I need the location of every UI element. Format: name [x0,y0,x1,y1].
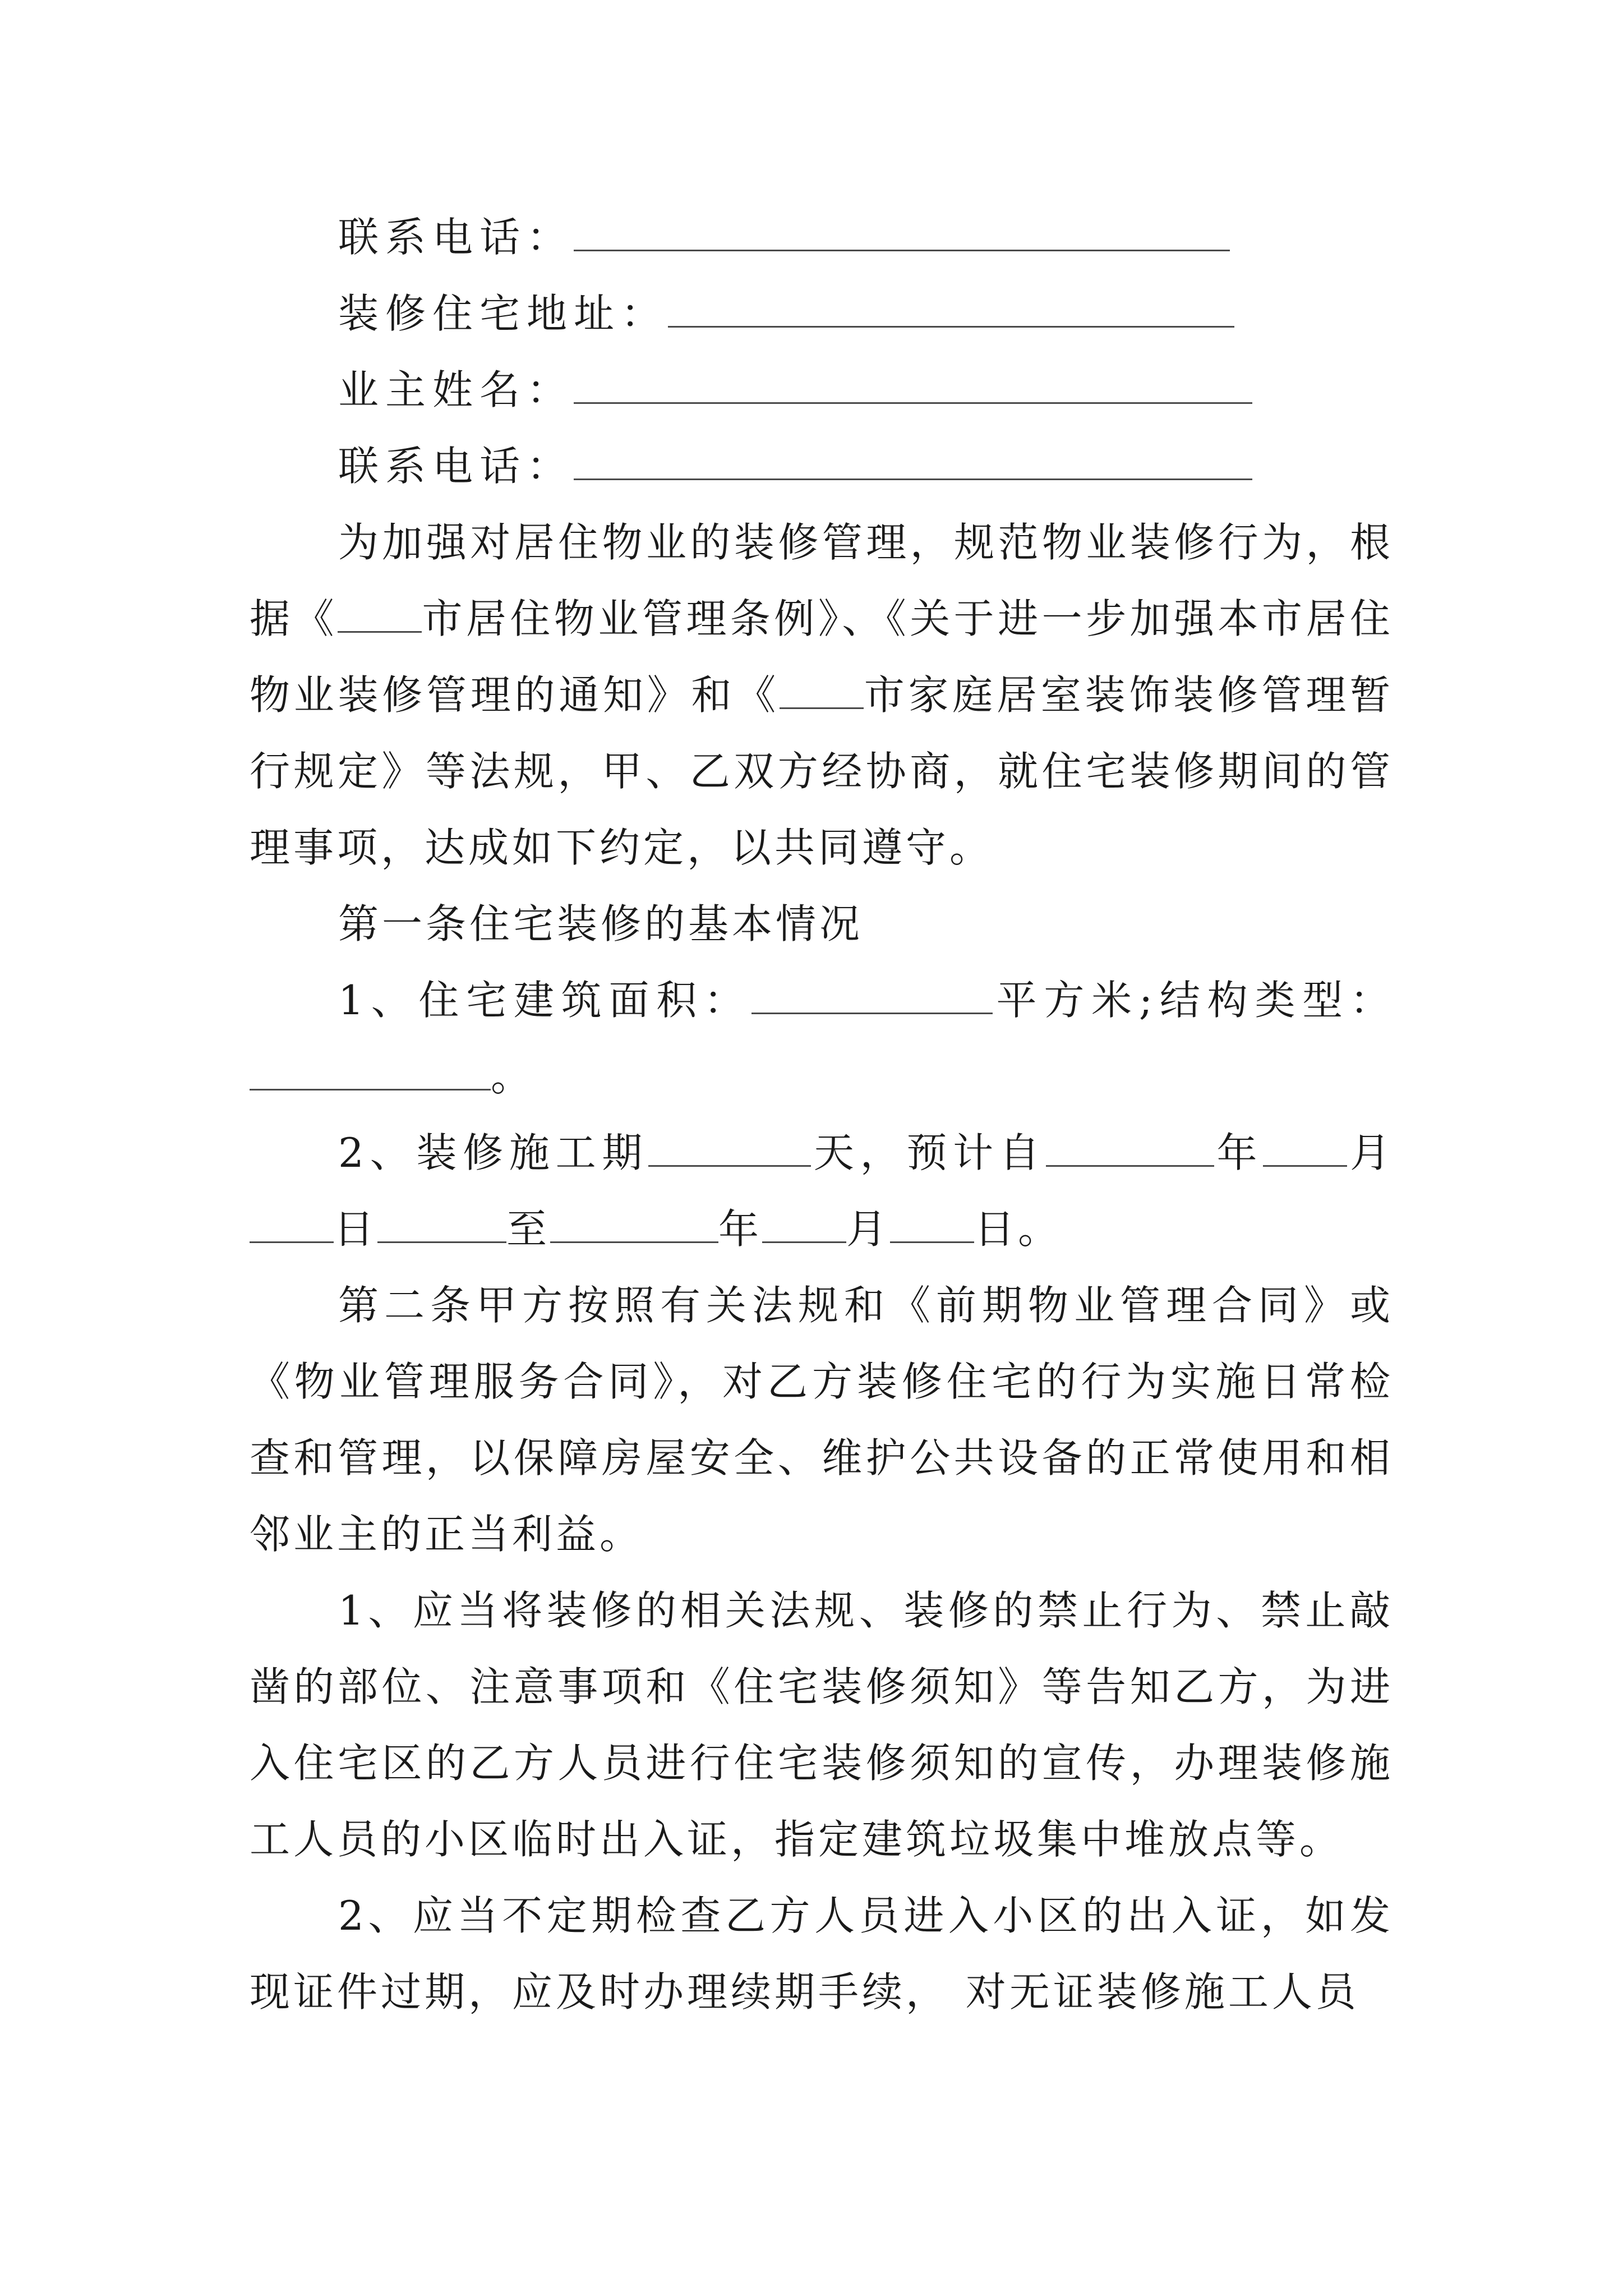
day-blank [250,1208,334,1243]
item-text: 2、装修施工期 [338,1129,649,1176]
article1-item2 [250,1115,1394,1267]
field-label: 联系电话： [338,214,574,261]
structure-blank [250,1055,491,1091]
item-text: 日。 [974,1205,1062,1253]
item-text: 月 [846,1205,891,1253]
intro-text-3: 市家庭居室装饰装修管理暂行规定》等法规，甲、乙双方经协商，就住宅装修期间的管理事项，达成如下约定，以共同遵守。 [250,671,1394,871]
item-text: 日 [334,1205,378,1253]
item-text: 。 [491,1053,535,1100]
year-blank [550,1208,718,1243]
day-blank [890,1208,974,1243]
document-body [250,199,1394,2030]
item-text: 天，预计自 [811,1129,1046,1176]
month-blank [762,1208,846,1243]
item-text: 1、住宅建筑面积： [338,977,751,1024]
field-blank [668,292,1234,328]
field-label: 联系电话： [338,443,574,490]
city-blank [338,597,422,633]
field-contact-phone-1 [250,199,1394,275]
month-blank [1263,1131,1347,1167]
item-text: 平方米;结构类型： [992,977,1394,1024]
field-owner-name [250,352,1394,428]
field-contact-phone-2 [250,428,1394,504]
intro-paragraph [250,504,1394,886]
year-blank [1046,1131,1214,1167]
item-text: 月 [1347,1129,1394,1176]
article2-paragraph: 第二条甲方按照有关法规和《前期物业管理合同》或《物业管理服务合同》，对乙方装修住宅的行为实施日常检查和管理，以保障房屋安全、维护公共设备的正常使用和相邻业主的正当利益。 [250,1282,1394,1558]
field-label: 装修住宅地址： [338,290,668,337]
field-blank [574,216,1230,251]
item-text: 年 [718,1205,763,1253]
item-text: 年 [1214,1129,1264,1176]
field-blank [574,369,1252,404]
intro-text-1: 为加强对居住物业的装修管理，规范物业装修行为，根据《 [250,519,1394,642]
field-label: 业主姓名： [338,366,574,413]
article2-item2: 2、应当不定期检查乙方人员进入小区的出入证，如发现证件过期，应及时办理续期手续， 对无证装修施工人员 [250,1892,1394,2016]
intro-text-2: 市居住物业管理条例》、《关于进一步加强本市居住物业装修管理的通知》和《 [250,595,1394,719]
item-text: 至 [506,1205,551,1253]
days-blank [648,1131,811,1167]
article1-item1 [250,962,1394,1115]
city-blank [780,674,864,709]
field-renovation-address [250,275,1394,352]
field-blank [574,445,1252,480]
article1-heading: 第一条住宅装修的基本情况 [338,900,864,947]
article2-item1: 1、应当将装修的相关法规、装修的禁止行为、禁止敲凿的部位、注意事项和《住宅装修须知》等告知乙方，为进入住宅区的乙方人员进行住宅装修须知的宣传，办理装修施工人员的小区临时出入证，指定建筑垃圾集中堆放点等。 [250,1587,1394,1863]
day-blank [377,1208,506,1243]
area-blank [751,979,993,1014]
